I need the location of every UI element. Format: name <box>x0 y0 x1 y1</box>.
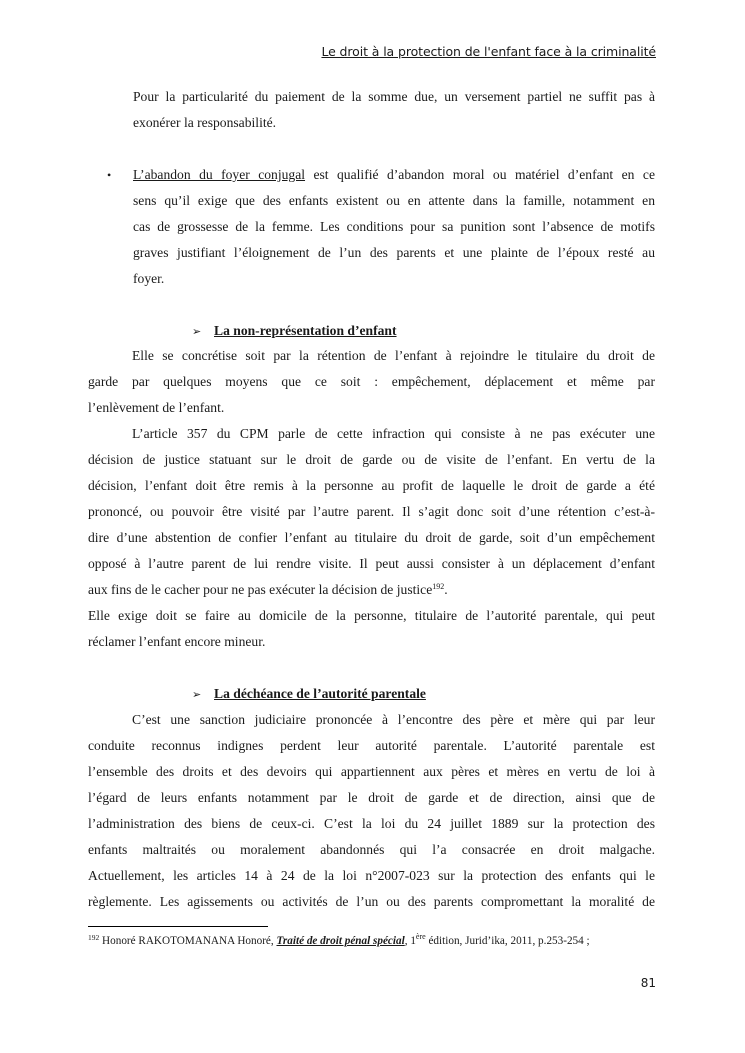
text-line: garde par quelques moyens que ce soit : empêchement, déplacement et même par <box>88 374 655 389</box>
section-heading-text: La non-représentation d’enfant <box>214 323 397 338</box>
text-line: cas de grossesse de la femme. Les conditions pour sa punition sont l’absence de motifs <box>133 219 655 234</box>
text-line: décision, l’enfant doit être remis à la personne au profit de laquelle le droit de garde a été <box>88 478 655 493</box>
text-line: opposé à l’autre parent de lui rendre visite. Il peut aussi consister à un déplacement d’enfant <box>88 556 655 571</box>
footnote-number: 192 <box>88 933 100 942</box>
section-heading-decheance <box>192 681 426 708</box>
intro-paragraph <box>133 84 655 136</box>
text-line: graves justifiant l’éloignement de l’un des parents et une plainte de l’époux resté au <box>133 245 655 260</box>
footnote-edition-sup: ère <box>415 932 426 941</box>
text-line: l’administration des biens de ceux-ci. C’est la loi du 24 juillet 1889 sur la protection des <box>88 816 655 831</box>
text-line: enfants maltraités ou moralement abandonnés qui l’a consacrée en droit malgache. <box>88 842 655 857</box>
text-line: règlemente. Les agissements ou activités de l’un ou des parents compromettant la moralité de <box>88 894 655 909</box>
footnote <box>88 933 590 947</box>
text-line: l’enlèvement de l’enfant. <box>88 400 225 415</box>
text-line: L’article 357 du CPM parle de cette infraction qui consiste à ne pas exécuter une <box>132 426 655 441</box>
text-line: C’est une sanction judiciaire prononcée à l’encontre des père et mère qui par leur <box>132 712 655 727</box>
text-line: réclamer l’enfant encore mineur. <box>88 634 266 649</box>
footnote-title: Traité de droit pénal spécial <box>276 935 405 947</box>
text-line: l’égard de leurs enfants notamment par le droit de garde et de direction, ainsi que de <box>88 790 655 805</box>
bullet-paragraph <box>133 162 655 292</box>
text-line: exonérer la responsabilité. <box>133 115 277 130</box>
running-header: Le droit à la protection de l'enfant face à la criminalité <box>321 44 656 59</box>
page-number: 81 <box>640 976 656 990</box>
text-line: Elle se concrétise soit par la rétention de l’enfant à rejoindre le titulaire du droit de <box>132 348 655 363</box>
footnote-text: édition, Jurid’ika, 2011, p.253-254 ; <box>425 935 590 947</box>
footnote-text: , 1 <box>404 935 416 947</box>
text-line: Pour la particularité du paiement de la somme due, un versement partiel ne suffit pas à <box>133 89 655 104</box>
text-line: conduite reconnus indignes perdent leur autorité parentale. L’autorité parentale est <box>88 738 655 753</box>
text-line: Elle exige doit se faire au domicile de la personne, titulaire de l’autorité parentale, qui peut <box>88 608 655 623</box>
bullet-term: L’abandon du foyer conjugal <box>133 167 306 182</box>
bullet-symbol: • <box>107 168 112 182</box>
text-line <box>133 162 655 188</box>
text-line <box>88 577 655 603</box>
text-line: décision de justice statuant sur le droit de garde ou de visite de l’enfant. En vertu de la <box>88 452 655 467</box>
text-line: Actuellement, les articles 14 à 24 de la loi n°2007-023 sur la protection des enfants qui le <box>88 868 655 883</box>
text-line: sens qu’il exige que des enfants existent ou en attente dans la famille, notamment en <box>133 193 655 208</box>
text-fragment: . <box>444 582 448 597</box>
footnote-author: Honoré RAKOTOMANANA Honoré, <box>99 935 277 947</box>
bullet-line-rest: est qualifié d’abandon moral ou matériel d’enfant en ce <box>305 167 655 182</box>
text-line: foyer. <box>133 271 165 286</box>
section-heading-non-representation <box>192 318 397 345</box>
text-line: prononcé, ou pouvoir être visité par l’autre parent. Il s’agit donc soit d’une rétention c’est-à- <box>88 504 655 519</box>
footnote-separator <box>88 926 268 927</box>
paragraph <box>88 707 655 915</box>
text-line: l’ensemble des droits et des devoirs qui appartiennent aux pères et mères en vertu de loi à <box>88 764 655 779</box>
arrow-bullet-icon: ➢ <box>192 325 202 338</box>
section-heading-text: La déchéance de l’autorité parentale <box>214 686 426 701</box>
arrow-bullet-icon: ➢ <box>192 688 202 701</box>
text-fragment: aux fins de le cacher pour ne pas exécuter la décision de justice <box>88 582 433 597</box>
paragraph <box>88 343 655 421</box>
paragraph <box>88 603 655 655</box>
text-line: dire d’une abstention de confier l’enfant au titulaire du droit de garde, soit d’un empêchement <box>88 530 655 545</box>
footnote-reference[interactable]: 192 <box>432 582 445 591</box>
paragraph <box>88 421 655 603</box>
